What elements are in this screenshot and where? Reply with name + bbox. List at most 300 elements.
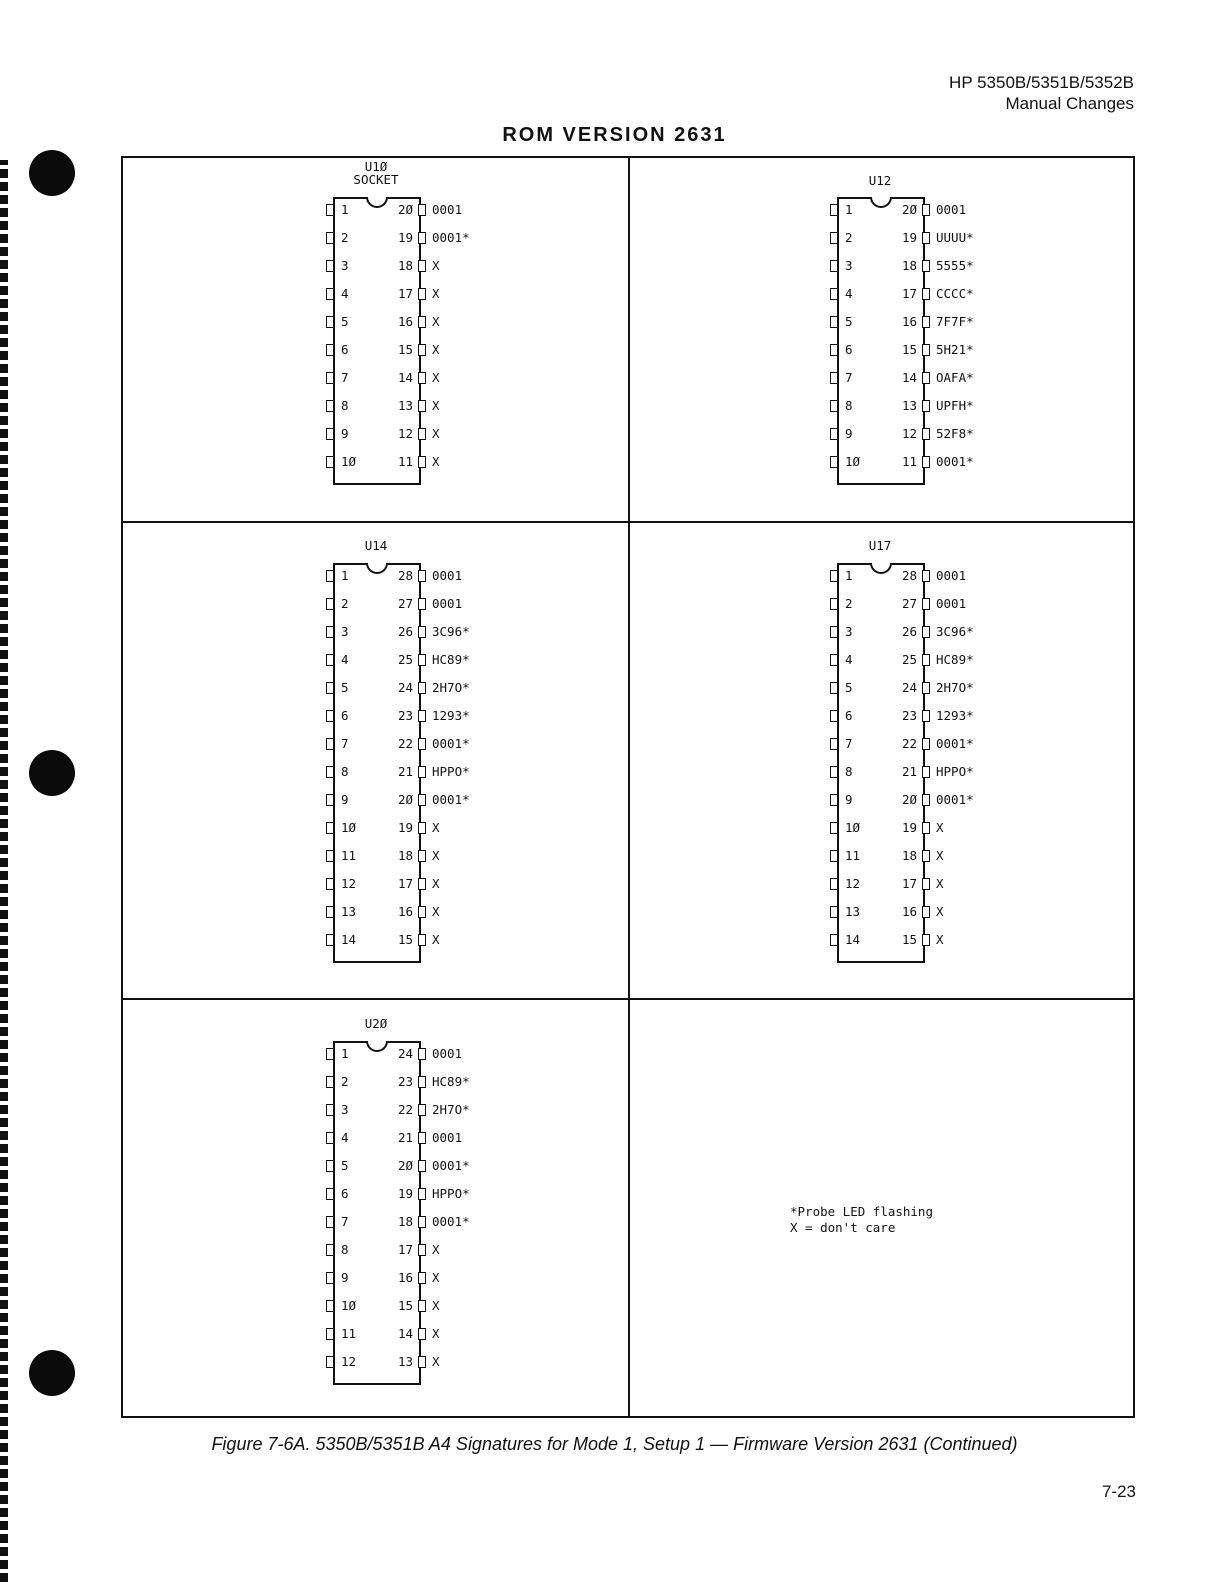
pin-pad-left — [326, 682, 334, 694]
pin-pad-right — [922, 850, 930, 862]
pin-pad-left — [326, 766, 334, 778]
rom-version-title: ROM VERSION 2631 — [502, 124, 727, 146]
pin-number-left: 3 — [341, 258, 349, 273]
pin-signature-right: X — [432, 1354, 440, 1369]
pin-pad-left — [326, 1356, 334, 1368]
pin-pad-left — [326, 1216, 334, 1228]
pin-signature-right: CCCC* — [936, 286, 974, 301]
pin-pad-right — [418, 456, 426, 468]
pin-signature-right: 0001 — [432, 1130, 463, 1145]
pin-number-left: 11 — [341, 1326, 357, 1341]
pin-signature-right: 0001* — [432, 736, 470, 751]
pin-number-left: 1Ø — [845, 820, 861, 835]
pin-signature-right: OAFA* — [936, 370, 974, 385]
pin-pad-right — [418, 1244, 426, 1256]
pin-pad-left — [830, 878, 838, 890]
pin-pad-left — [830, 288, 838, 300]
pin-pad-right — [922, 570, 930, 582]
pin-pad-right — [418, 204, 426, 216]
chip-notch — [870, 563, 892, 574]
pin-number-left: 6 — [341, 342, 349, 357]
pin-number-left: 3 — [845, 624, 853, 639]
pin-pad-right — [418, 682, 426, 694]
pin-number-right: 14 — [397, 1326, 413, 1341]
pin-number-right: 15 — [397, 1298, 413, 1313]
pin-pad-right — [418, 654, 426, 666]
pin-signature-right: 0001* — [432, 230, 470, 245]
pin-number-left: 11 — [845, 848, 861, 863]
pin-number-left: 9 — [845, 426, 853, 441]
chip-label — [333, 160, 419, 186]
pin-pad-right — [922, 598, 930, 610]
pin-number-left: 12 — [341, 1354, 357, 1369]
pin-signature-right: 0001 — [432, 568, 463, 583]
pin-pad-left — [326, 710, 334, 722]
pin-pad-left — [830, 626, 838, 638]
pin-number-left: 1 — [341, 568, 349, 583]
pin-signature-right: X — [432, 342, 440, 357]
pin-number-left: 2 — [845, 230, 853, 245]
pin-number-right: 16 — [901, 904, 917, 919]
pin-signature-right: 0001 — [936, 596, 967, 611]
pin-number-right: 22 — [397, 1102, 413, 1117]
pin-pad-left — [326, 626, 334, 638]
pin-number-right: 12 — [901, 426, 917, 441]
pin-signature-right: 0001* — [936, 792, 974, 807]
pin-signature-right: 2H7O* — [432, 680, 470, 695]
pin-number-left: 5 — [341, 1158, 349, 1173]
pin-number-right: 15 — [901, 932, 917, 947]
pin-pad-right — [922, 710, 930, 722]
pin-number-left: 1 — [845, 202, 853, 217]
pin-number-right: 19 — [901, 820, 917, 835]
pin-number-right: 16 — [901, 314, 917, 329]
pin-pad-right — [418, 822, 426, 834]
pin-pad-left — [830, 204, 838, 216]
pin-pad-right — [418, 1160, 426, 1172]
pin-signature-right: 2H7O* — [432, 1102, 470, 1117]
pin-pad-right — [418, 598, 426, 610]
pin-pad-left — [830, 316, 838, 328]
pin-pad-right — [418, 766, 426, 778]
chip-designator: U14 — [364, 538, 388, 553]
pin-pad-left — [830, 682, 838, 694]
pin-number-left: 14 — [845, 932, 861, 947]
pin-pad-left — [830, 850, 838, 862]
pin-pad-right — [418, 400, 426, 412]
pin-number-left: 14 — [341, 932, 357, 947]
pin-number-left: 13 — [341, 904, 357, 919]
pin-number-left: 1 — [341, 1046, 349, 1061]
pin-pad-left — [326, 1272, 334, 1284]
pin-pad-left — [326, 1076, 334, 1088]
pin-number-right: 17 — [901, 876, 917, 891]
pin-signature-right: 1293* — [432, 708, 470, 723]
pin-signature-right: X — [432, 398, 440, 413]
pin-number-left: 3 — [845, 258, 853, 273]
pin-signature-right: X — [936, 904, 944, 919]
pin-pad-left — [830, 598, 838, 610]
header-section: Manual Changes — [1005, 94, 1134, 113]
pin-number-right: 25 — [901, 652, 917, 667]
pin-number-left: 3 — [341, 1102, 349, 1117]
pin-pad-right — [922, 400, 930, 412]
pin-number-right: 24 — [397, 680, 413, 695]
pin-pad-left — [326, 850, 334, 862]
pin-pad-right — [418, 372, 426, 384]
pin-pad-left — [326, 204, 334, 216]
pin-number-right: 15 — [397, 932, 413, 947]
pin-number-left: 8 — [341, 398, 349, 413]
pin-signature-right: HC89* — [936, 652, 974, 667]
pin-pad-right — [418, 570, 426, 582]
chip-label — [837, 174, 923, 187]
pin-signature-right: 0001 — [432, 596, 463, 611]
pin-pad-right — [418, 1300, 426, 1312]
pin-pad-right — [418, 710, 426, 722]
pin-number-left: 13 — [845, 904, 861, 919]
pin-pad-left — [326, 372, 334, 384]
pin-signature-right: 0001 — [936, 568, 967, 583]
pin-signature-right: UPFH* — [936, 398, 974, 413]
pin-pad-left — [326, 1132, 334, 1144]
pin-pad-left — [326, 1188, 334, 1200]
pin-pad-right — [418, 1076, 426, 1088]
pin-signature-right: X — [432, 904, 440, 919]
pin-pad-right — [922, 456, 930, 468]
pin-number-right: 21 — [397, 764, 413, 779]
chip-notch — [870, 197, 892, 208]
pin-pad-right — [418, 260, 426, 272]
pin-pad-left — [326, 1300, 334, 1312]
pin-pad-left — [326, 1048, 334, 1060]
pin-number-left: 12 — [341, 876, 357, 891]
pin-number-right: 17 — [397, 1242, 413, 1257]
pin-number-left: 8 — [341, 1242, 349, 1257]
pin-pad-right — [418, 1328, 426, 1340]
pin-number-left: 8 — [845, 764, 853, 779]
pin-pad-right — [418, 1188, 426, 1200]
chip-label — [333, 1017, 419, 1030]
pin-number-left: 11 — [341, 848, 357, 863]
pin-number-left: 9 — [341, 426, 349, 441]
pin-number-left: 1Ø — [341, 454, 357, 469]
pin-signature-right: 2H7O* — [936, 680, 974, 695]
pin-number-right: 26 — [901, 624, 917, 639]
pin-number-left: 4 — [341, 1130, 349, 1145]
chip-designator: U1Ø — [364, 159, 388, 174]
pin-number-left: 7 — [845, 370, 853, 385]
pin-pad-left — [326, 822, 334, 834]
pin-number-right: 11 — [901, 454, 917, 469]
pin-pad-right — [922, 344, 930, 356]
pin-signature-right: X — [432, 932, 440, 947]
pin-number-right: 28 — [901, 568, 917, 583]
pin-number-left: 7 — [341, 1214, 349, 1229]
pin-number-right: 2Ø — [397, 202, 413, 217]
pin-number-left: 2 — [845, 596, 853, 611]
pin-pad-left — [326, 1104, 334, 1116]
pin-signature-right: HPPO* — [432, 1186, 470, 1201]
pin-number-right: 2Ø — [397, 1158, 413, 1173]
pin-number-left: 7 — [341, 370, 349, 385]
pin-number-right: 2Ø — [901, 792, 917, 807]
pin-number-right: 13 — [397, 1354, 413, 1369]
pin-number-left: 2 — [341, 1074, 349, 1089]
pin-pad-left — [326, 654, 334, 666]
chip-label — [837, 539, 923, 552]
pin-pad-left — [830, 372, 838, 384]
pin-signature-right: X — [432, 454, 440, 469]
pin-number-right: 16 — [397, 1270, 413, 1285]
pin-signature-right: 1293* — [936, 708, 974, 723]
pin-pad-right — [418, 1272, 426, 1284]
pin-pad-right — [418, 232, 426, 244]
pin-number-right: 22 — [397, 736, 413, 751]
pin-pad-left — [830, 570, 838, 582]
pin-number-left: 6 — [845, 708, 853, 723]
column-divider — [628, 156, 630, 1418]
pin-number-left: 2 — [341, 230, 349, 245]
pin-pad-right — [418, 850, 426, 862]
binding-edge — [0, 0, 8, 1584]
figure-caption: Figure 7-6A. 5350B/5351B A4 Signatures for Mode 1, Setup 1 — Firmware Version 2631 (Continued) — [211, 1434, 1018, 1454]
pin-number-right: 12 — [397, 426, 413, 441]
pin-pad-left — [830, 738, 838, 750]
pin-number-right: 28 — [397, 568, 413, 583]
chip-designator: U2Ø — [364, 1016, 388, 1031]
pin-signature-right: X — [432, 370, 440, 385]
pin-pad-left — [326, 456, 334, 468]
pin-number-left: 9 — [845, 792, 853, 807]
chip-designator: U17 — [868, 538, 892, 553]
chip-notch — [366, 1041, 388, 1052]
pin-signature-right: 3C96* — [936, 624, 974, 639]
pin-pad-right — [922, 232, 930, 244]
pin-number-left: 5 — [845, 314, 853, 329]
pin-pad-right — [922, 288, 930, 300]
pin-number-left: 7 — [341, 736, 349, 751]
pin-signature-right: UUUU* — [936, 230, 974, 245]
pin-number-right: 18 — [901, 258, 917, 273]
pin-pad-left — [326, 344, 334, 356]
pin-number-right: 27 — [901, 596, 917, 611]
pin-pad-right — [922, 428, 930, 440]
pin-pad-left — [830, 428, 838, 440]
pin-signature-right: X — [432, 876, 440, 891]
pin-pad-right — [922, 738, 930, 750]
pin-number-right: 19 — [901, 230, 917, 245]
pin-number-left: 7 — [845, 736, 853, 751]
pin-pad-right — [418, 906, 426, 918]
legend-probe-led: *Probe LED flashing — [790, 1204, 933, 1219]
pin-pad-left — [326, 260, 334, 272]
pin-pad-left — [326, 738, 334, 750]
pin-signature-right: 0001 — [936, 202, 967, 217]
pin-number-right: 21 — [901, 764, 917, 779]
pin-number-left: 1Ø — [341, 1298, 357, 1313]
pin-signature-right: 5H21* — [936, 342, 974, 357]
pin-number-right: 24 — [901, 680, 917, 695]
pin-number-left: 1Ø — [845, 454, 861, 469]
pin-pad-right — [922, 766, 930, 778]
pin-number-right: 18 — [397, 848, 413, 863]
pin-signature-right: 0001 — [432, 1046, 463, 1061]
page-number: 7-23 — [1101, 1482, 1136, 1501]
pin-pad-right — [922, 682, 930, 694]
chip-notch — [366, 197, 388, 208]
pin-signature-right: X — [936, 820, 944, 835]
pin-pad-left — [326, 316, 334, 328]
pin-number-right: 27 — [397, 596, 413, 611]
pin-pad-right — [418, 316, 426, 328]
pin-number-left: 6 — [341, 1186, 349, 1201]
page-header — [949, 72, 1134, 114]
pin-number-left: 8 — [845, 398, 853, 413]
pin-pad-right — [418, 428, 426, 440]
pin-signature-right: X — [432, 314, 440, 329]
pin-signature-right: 7F7F* — [936, 314, 974, 329]
pin-pad-left — [830, 822, 838, 834]
pin-number-right: 15 — [901, 342, 917, 357]
pin-number-left: 2 — [341, 596, 349, 611]
pin-signature-right: 0001* — [432, 792, 470, 807]
pin-pad-left — [830, 456, 838, 468]
pin-signature-right: X — [432, 1270, 440, 1285]
pin-signature-right: X — [432, 1326, 440, 1341]
pin-number-right: 16 — [397, 904, 413, 919]
pin-number-left: 6 — [845, 342, 853, 357]
pin-number-left: 4 — [845, 652, 853, 667]
pin-number-right: 11 — [397, 454, 413, 469]
pin-signature-right: 0001* — [936, 454, 974, 469]
pin-signature-right: X — [432, 1298, 440, 1313]
pin-number-right: 2Ø — [397, 792, 413, 807]
pin-pad-left — [830, 906, 838, 918]
header-model: HP 5350B/5351B/5352B — [949, 73, 1134, 92]
pin-signature-right: X — [432, 258, 440, 273]
pin-number-left: 6 — [341, 708, 349, 723]
pin-pad-right — [418, 1356, 426, 1368]
pin-number-right: 17 — [397, 286, 413, 301]
pin-number-right: 13 — [397, 398, 413, 413]
pin-number-right: 19 — [397, 230, 413, 245]
pin-number-right: 17 — [901, 286, 917, 301]
pin-pad-left — [326, 598, 334, 610]
pin-number-right: 16 — [397, 314, 413, 329]
pin-number-right: 21 — [397, 1130, 413, 1145]
pin-signature-right: X — [432, 286, 440, 301]
legend-dont-care: X = don't care — [790, 1220, 896, 1235]
pin-signature-right: X — [432, 848, 440, 863]
pin-pad-left — [326, 906, 334, 918]
pin-number-right: 18 — [901, 848, 917, 863]
pin-pad-left — [830, 260, 838, 272]
pin-pad-right — [922, 204, 930, 216]
pin-number-right: 13 — [901, 398, 917, 413]
pin-signature-right: X — [936, 876, 944, 891]
pin-number-right: 19 — [397, 1186, 413, 1201]
pin-number-left: 9 — [341, 792, 349, 807]
pin-pad-right — [922, 906, 930, 918]
chip-body — [837, 563, 925, 963]
pin-signature-right: HPPO* — [432, 764, 470, 779]
pin-pad-right — [922, 316, 930, 328]
pin-number-right: 23 — [397, 1074, 413, 1089]
pin-number-left: 4 — [845, 286, 853, 301]
pin-number-right: 18 — [397, 1214, 413, 1229]
pin-number-right: 15 — [397, 342, 413, 357]
pin-pad-right — [922, 626, 930, 638]
pin-number-right: 23 — [397, 708, 413, 723]
chip-sublabel: SOCKET — [353, 172, 399, 187]
pin-pad-right — [418, 344, 426, 356]
punch-hole — [29, 150, 75, 196]
pin-number-right: 2Ø — [901, 202, 917, 217]
pin-pad-left — [326, 288, 334, 300]
pin-pad-left — [830, 232, 838, 244]
pin-number-left: 9 — [341, 1270, 349, 1285]
chip-label — [333, 539, 419, 552]
pin-number-left: 5 — [341, 680, 349, 695]
pin-number-right: 18 — [397, 258, 413, 273]
pin-number-right: 25 — [397, 652, 413, 667]
pin-pad-right — [922, 372, 930, 384]
row-divider — [121, 521, 1135, 523]
pin-number-left: 1 — [845, 568, 853, 583]
pin-number-left: 5 — [845, 680, 853, 695]
pin-pad-left — [830, 400, 838, 412]
pin-pad-left — [830, 654, 838, 666]
pin-signature-right: X — [432, 820, 440, 835]
pin-number-left: 1 — [341, 202, 349, 217]
pin-pad-left — [830, 766, 838, 778]
pin-signature-right: X — [432, 1242, 440, 1257]
legend — [790, 1204, 933, 1236]
pin-number-right: 19 — [397, 820, 413, 835]
pin-number-left: 4 — [341, 652, 349, 667]
pin-pad-left — [326, 794, 334, 806]
pin-pad-left — [326, 428, 334, 440]
pin-number-right: 22 — [901, 736, 917, 751]
pin-pad-right — [418, 1048, 426, 1060]
pin-signature-right: HC89* — [432, 652, 470, 667]
pin-signature-right: HC89* — [432, 1074, 470, 1089]
pin-pad-left — [326, 1244, 334, 1256]
pin-pad-right — [418, 288, 426, 300]
pin-signature-right: 52F8* — [936, 426, 974, 441]
pin-number-left: 1Ø — [341, 820, 357, 835]
pin-signature-right: X — [432, 426, 440, 441]
pin-pad-left — [830, 710, 838, 722]
pin-number-left: 8 — [341, 764, 349, 779]
pin-pad-left — [326, 400, 334, 412]
pin-number-right: 23 — [901, 708, 917, 723]
pin-pad-left — [830, 934, 838, 946]
chip-body — [333, 563, 421, 963]
chip-designator: U12 — [868, 173, 892, 188]
punch-hole — [29, 750, 75, 796]
pin-pad-left — [326, 1160, 334, 1172]
pin-pad-left — [326, 934, 334, 946]
pin-number-left: 4 — [341, 286, 349, 301]
pin-number-left: 12 — [845, 876, 861, 891]
pin-number-right: 24 — [397, 1046, 413, 1061]
pin-pad-right — [418, 626, 426, 638]
chip-notch — [366, 563, 388, 574]
pin-signature-right: 5555* — [936, 258, 974, 273]
pin-pad-right — [418, 1216, 426, 1228]
